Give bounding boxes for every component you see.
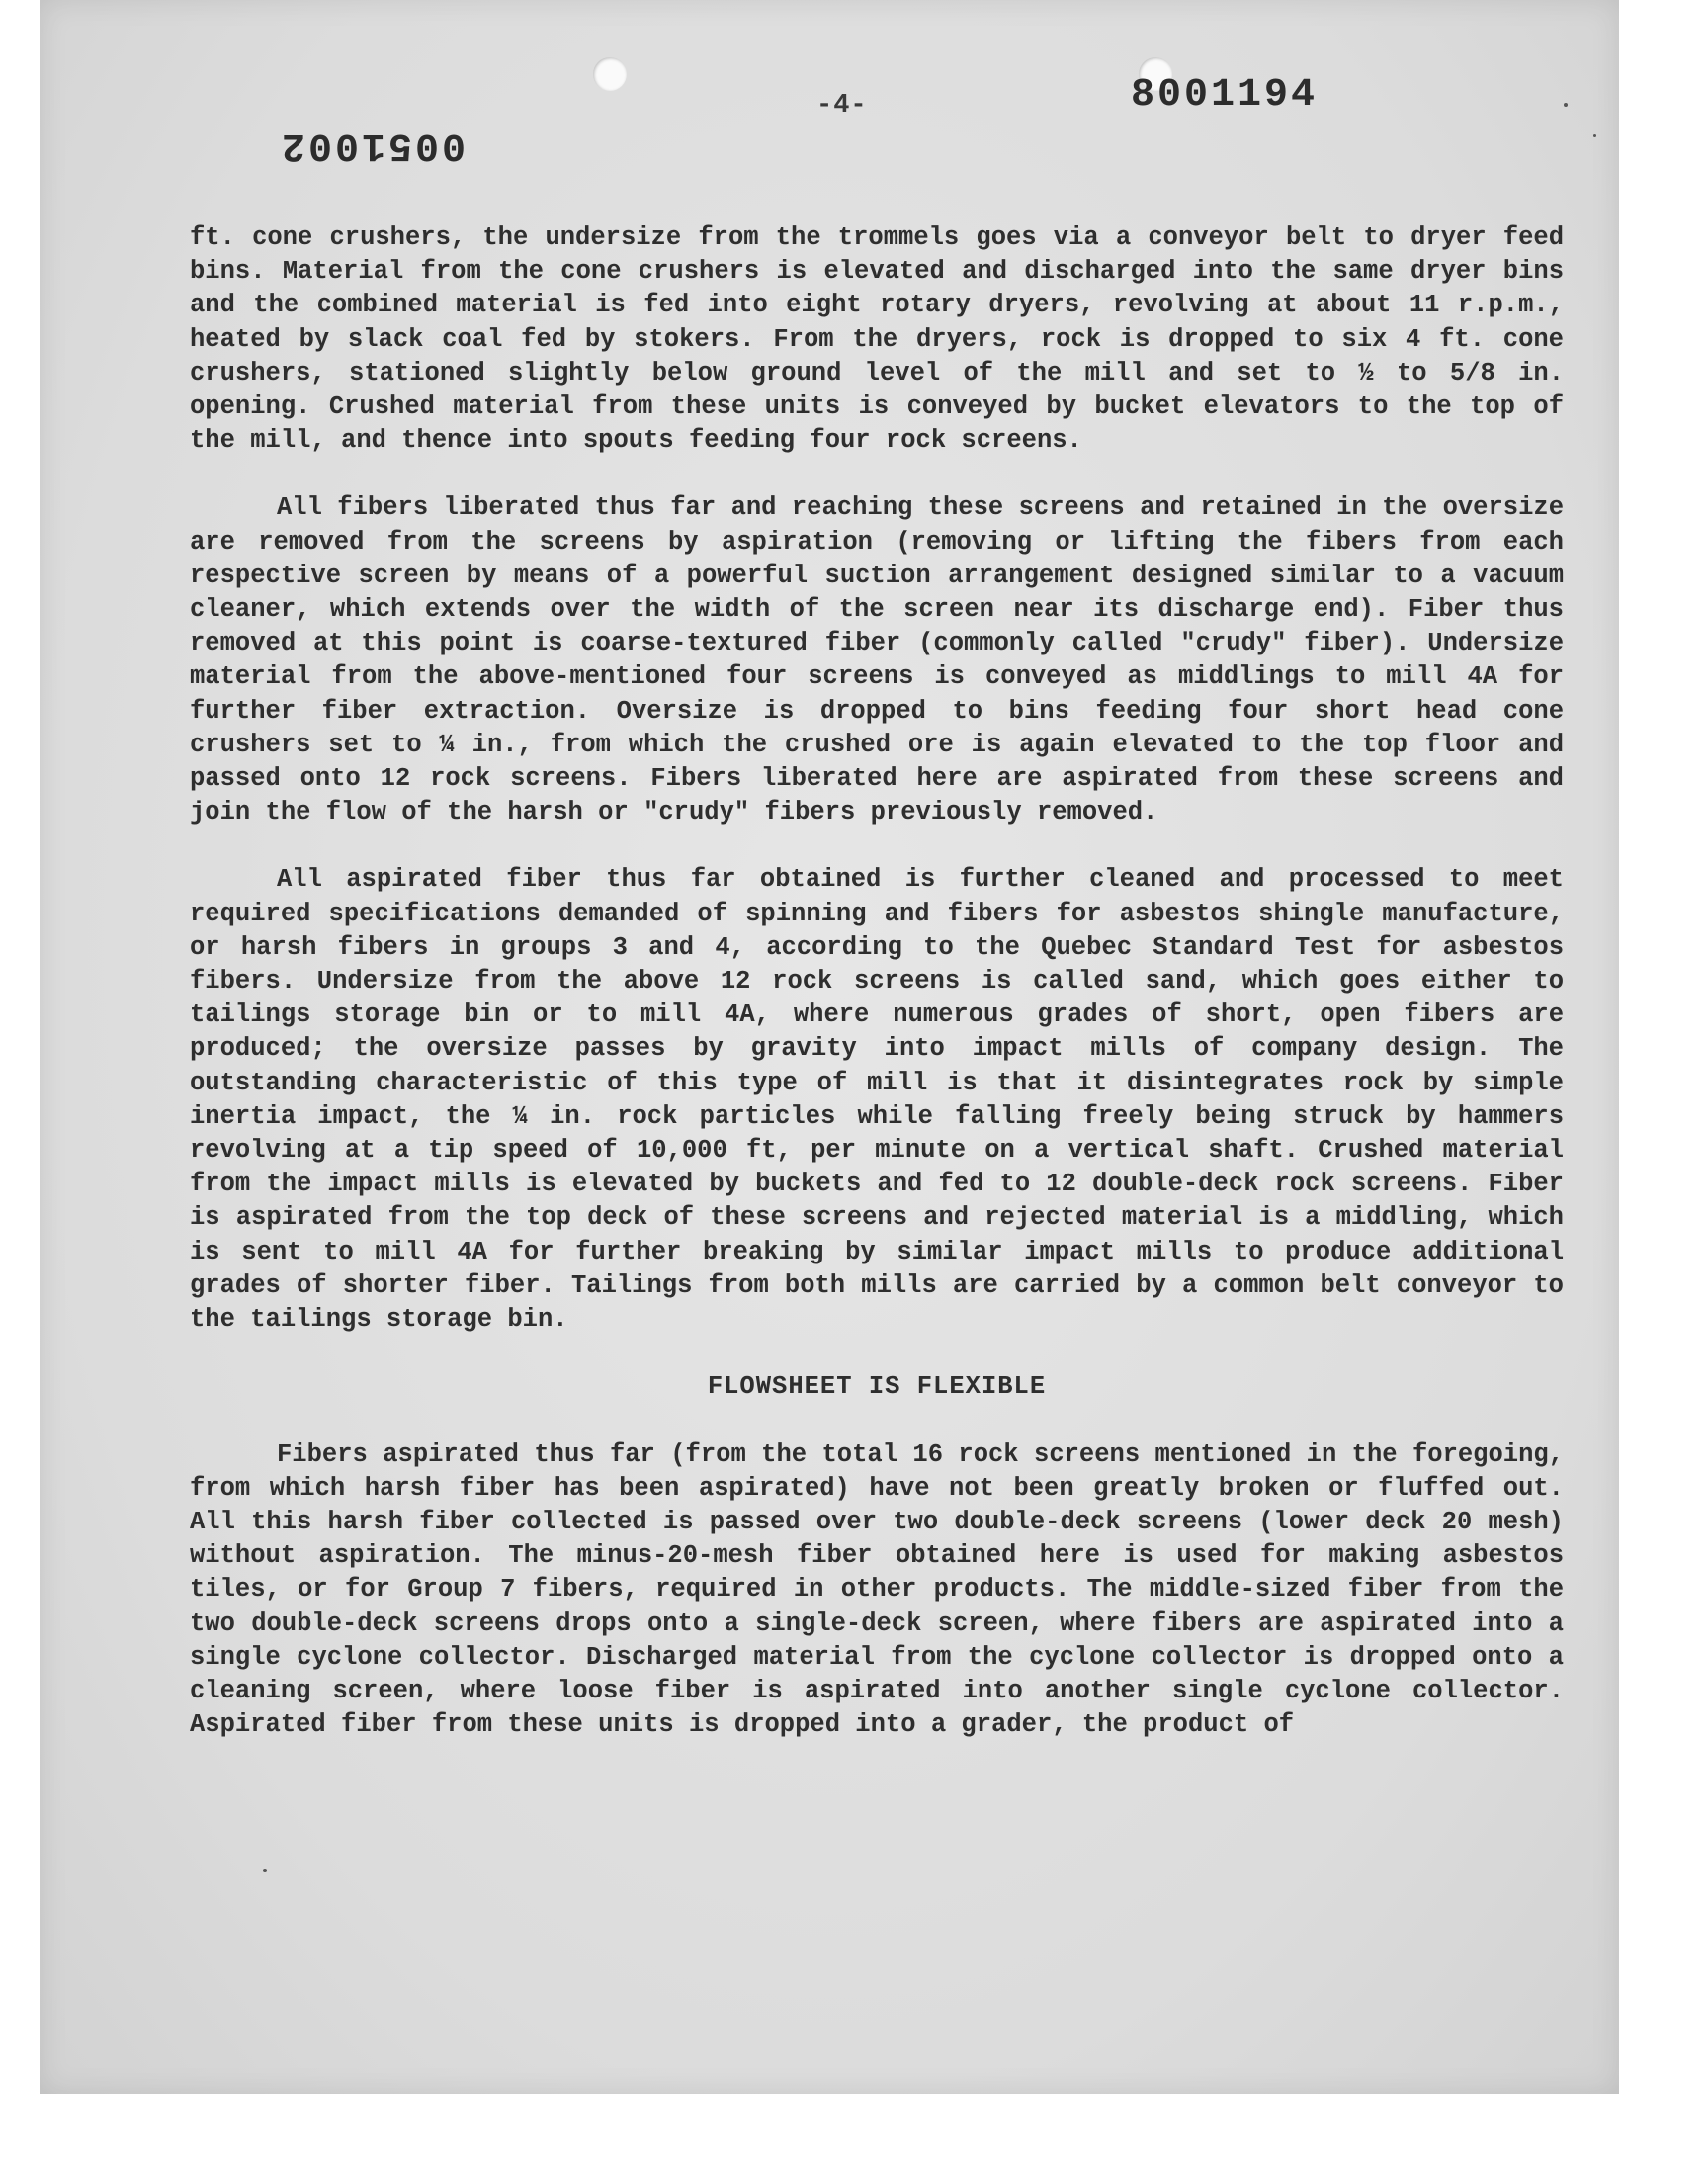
paragraph-fiber-aspiration: All fibers liberated thus far and reaching these screens and retained in the oversize are removed from the screens by aspiration (removing or lifting the fibers from each respective screen by means of a powerful suction arrangement designed similar to a vacuum cleaner, which extends over the width of the screen near its discharge end). Fiber thus removed at this point is coarse-textured fiber (commonly called "crudy" fiber). Undersize material from the above-mentioned four screens is conveyed as middlings to mill 4A for further fiber extraction. Oversize is dropped to bins feeding four short head cone crushers set to ¼ in., from which the crushed ore is again elevated to the top floor and passed onto 12 rock screens. Fibers liberated here are aspirated from these screens and join the flow of the harsh or "crudy" fibers previously removed. [190, 493, 1564, 827]
section-heading: FLOWSHEET IS FLEXIBLE [707, 1372, 1047, 1402]
paragraph-fiber-processing: All aspirated fiber thus far obtained is further cleaned and processed to meet required specifications demanded of spinning and fibers for asbestos shingle manufacture, or harsh fibers in groups 3 and 4, according to the Quebec Standard Test for asbestos fibers. Undersize from the above 12 rock screens is called sand, which goes either to tailings storage bin or to mill 4A, where numerous grades of short, open fibers are produced; the oversize passes by gravity into impact mills of company design. The outstanding characteristic of this type of mill is that it disintegrates rock by simple inertia impact, the ¼ in. rock particles while falling freely being struck by hammers revolving at a tip speed of 10,000 ft, per minute on a vertical shaft. Crushed material from the impact mills is elevated by buckets and fed to 12 double-deck rock screens. Fiber is aspirated from the top deck of these screens and rejected material is a middling, which is sent to mill 4A for further breaking by similar impact mills to produce additional grades of shorter fiber. Tailings from both mills are carried by a common belt conveyor to the tailings storage bin. [190, 865, 1564, 1335]
page-number: -4- [816, 91, 868, 121]
inverted-stamp-number: 0051002 [279, 123, 467, 167]
punch-hole [593, 57, 627, 91]
document-body [190, 221, 1564, 1776]
document-stamp-number: 8001194 [1131, 73, 1319, 118]
scan-speck [1564, 103, 1568, 107]
paragraph-flowsheet: Fibers aspirated thus far (from the total 16 rock screens mentioned in the foregoing, from which harsh fiber has been aspirated) have not been greatly broken or fluffed out. All this harsh fiber collected is passed over two double-deck screens (lower deck 20 mesh) without aspiration. The minus-20-mesh fiber obtained here is used for making asbestos tiles, or for Group 7 fibers, required in other products. The middle-sized fiber from the two double-deck screens drops onto a single-deck screen, where fibers are aspirated into a single cyclone collector. Discharged material from the cyclone collector is dropped onto a cleaning screen, where loose fiber is aspirated into another single cyclone collector. Aspirated fiber from these units is dropped into a grader, the product of [190, 1439, 1564, 1740]
scan-speck [1593, 134, 1596, 137]
paragraph-continuation: ft. cone crushers, the undersize from the trommels goes via a conveyor belt to dryer feed bins. Material from the cone crushers is elevated and discharged into the same dryer bins and the combined material is fed into eight rotary dryers, revolving at about 11 r.p.m., heated by slack coal fed by stokers. From the dryers, rock is dropped to six 4 ft. cone crushers, stationed slightly below ground level of the mill and set to ½ to 5/8 in. opening. Crushed material from these units is conveyed by bucket elevators to the top of the mill, and thence into spouts feeding four rock screens. [190, 223, 1564, 456]
scan-speck [263, 1869, 267, 1872]
